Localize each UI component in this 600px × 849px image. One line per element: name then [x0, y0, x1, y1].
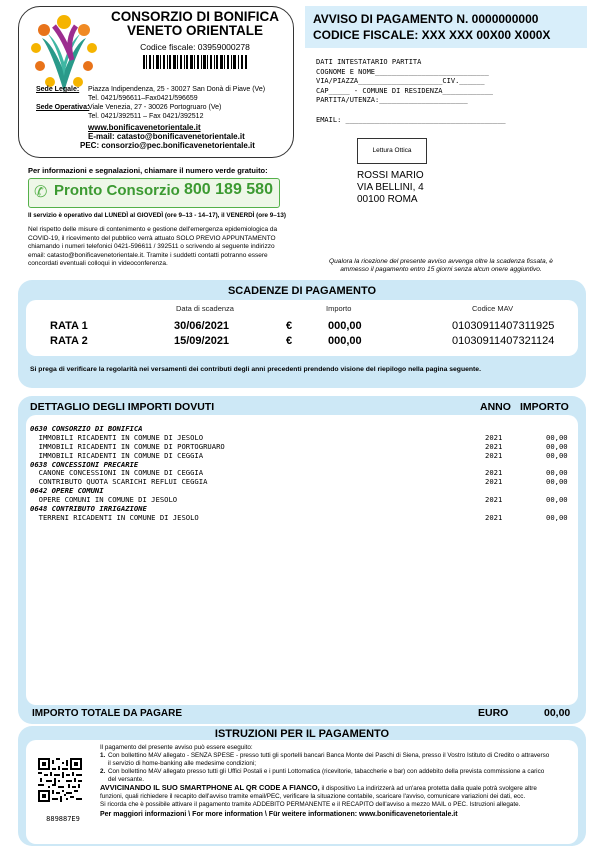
currency-symbol: €: [286, 320, 293, 332]
total-amount: 00,00: [544, 707, 571, 719]
phone-icon: ✆: [34, 184, 48, 201]
details-item: [30, 433, 575, 442]
total-label: IMPORTO TOTALE DA PAGARE: [32, 708, 183, 719]
details-item: [30, 451, 575, 460]
col-amount: Importo: [326, 304, 352, 313]
website-link[interactable]: www.bonificavenetorientale.it: [88, 123, 201, 132]
service-hours: Il servizio è operativo dal LUNEDÌ al GIOVEDÌ (ore 9–13 - 14–17), il VENERDÌ (ore 9–13): [28, 212, 286, 219]
ocr-box: Lettura Ottica: [357, 138, 427, 164]
deadlines-title: SCADENZE DI PAGAMENTO: [227, 285, 377, 297]
details-item-year: 2021: [485, 441, 503, 451]
installment-amount: 000,00: [328, 320, 362, 332]
details-item-amount: 00,00: [546, 432, 568, 442]
late-payment-note: Qualora la ricezione del presente avviso avvenga oltre la scadenza fissata, è ammesso il pagamento entro 15 giorni senza alcun onere aggiuntivo.: [329, 258, 553, 273]
toll-free-number[interactable]: 800 189 580: [184, 181, 273, 198]
email-line[interactable]: E-mail: catasto@bonificavenetorientale.it: [88, 132, 245, 141]
details-item-amount: 00,00: [546, 477, 568, 487]
details-item-text: IMMOBILI RICADENTI IN COMUNE DI CEGGIA: [30, 450, 204, 460]
qr-code[interactable]: [38, 758, 82, 802]
details-item-text: IMMOBILI RICADENTI IN COMUNE DI PORTOGRUARO: [30, 441, 225, 451]
details-item-text: 0630 CONSORZIO DI BONIFICA: [30, 424, 143, 433]
installment-label: RATA 1: [50, 320, 88, 332]
col-mav: Codice MAV: [472, 304, 514, 313]
mav-code: 01030911407321124: [452, 335, 555, 347]
details-item-year: 2021: [485, 450, 503, 460]
details-item-text: TERRENI RICADENTI IN COMUNE DI JESOLO: [30, 512, 199, 522]
details-category: [30, 460, 575, 469]
details-category: [30, 504, 575, 513]
details-item-amount: 00,00: [546, 468, 568, 478]
covid-notice: Nel rispetto delle misure di contenimento e gestione dell'emergenza epidemiologica da COVID-19, il ricevimento del pubblico verrà attuato SOLO PREVIO APPUNTAMENTO chiamando i numeri telefonici 0421-596611 / 392511 o scrivendo al seguente indirizzo email: catasto@bonificavenetorientale.it. Tramite i suddetti contatti potranno essere concordati eventuali colloqui in videoconferenza.: [28, 226, 278, 268]
details-item-year: 2021: [485, 432, 503, 442]
details-item-text: 0638 CONCESSIONI PRECARIE: [30, 459, 139, 469]
info-title: Per informazioni e segnalazioni, chiamare il numero verde gratuito:: [28, 166, 268, 175]
details-item: [30, 477, 575, 486]
holder-data: DATI INTESTATARIO PARTITA COGNOME E NOME___________________________ VIA/PIAZZA____________________CIV.______ CAP_____ - COMUNE DI RESIDENZA____________ PARTITA/UTENZA:_____________________ EMAIL: ______________________________________: [316, 58, 506, 124]
installment-date: 15/09/2021: [174, 335, 230, 347]
installment-amount: 000,00: [328, 335, 362, 347]
notice-fiscal-code: CODICE FISCALE: XXX XXX 00X00 X000X: [313, 28, 551, 42]
col-amount: IMPORTO: [520, 401, 569, 413]
verify-note: Si prega di verificare la regolarità nei versamenti dei contributi degli anni precedenti prendendo visione del riepilogo nella pagina seguente.: [30, 366, 481, 373]
pec-line[interactable]: PEC: consorzio@pec.bonificavenetorientale.it: [80, 141, 255, 150]
installment-date: 30/06/2021: [174, 320, 230, 332]
pronto-consorzio-label: Pronto Consorzio: [54, 182, 180, 199]
details-item: [30, 442, 575, 451]
col-due-date: Data di scadenza: [176, 304, 234, 313]
details-item-amount: 00,00: [546, 512, 568, 522]
mav-code: 01030911407311925: [452, 320, 555, 332]
item-number: 2.: [100, 768, 106, 775]
legal-office-label: Sede Legale:: [36, 86, 80, 93]
organization-name: CONSORZIO DI BONIFICA VENETO ORIENTALE: [111, 9, 279, 38]
details-item-text: 0648 CONTRIBUTO IRRIGAZIONE: [30, 504, 147, 514]
installment-row: [0, 335, 600, 349]
details-item-amount: 00,00: [546, 450, 568, 460]
installment-label: RATA 2: [50, 335, 88, 347]
notice-title: AVVISO DI PAGAMENTO N. 0000000000: [313, 12, 539, 26]
details-item-text: 0642 OPERE COMUNI: [30, 486, 104, 496]
details-item-year: 2021: [485, 495, 503, 505]
details-item-year: 2021: [485, 512, 503, 522]
details-item-text: CANONE CONCESSIONI IN COMUNE DI CEGGIA: [30, 468, 204, 478]
details-category: [30, 486, 575, 495]
installment-row: [0, 320, 600, 334]
details-item-text: IMMOBILI RICADENTI IN COMUNE DI JESOLO: [30, 432, 204, 442]
details-item-text: CONTRIBUTO QUOTA SCARICHI REFLUI CEGGIA: [30, 477, 208, 487]
details-item: [30, 468, 575, 477]
operative-office-label: Sede Operativa:: [36, 104, 90, 111]
currency-symbol: €: [286, 335, 293, 347]
col-year: ANNO: [480, 401, 511, 413]
qr-code-id: 889887E9: [46, 815, 80, 823]
details-item-text: OPERE COMUNI IN COMUNE DI JESOLO: [30, 495, 178, 505]
item-number: 1.: [100, 752, 106, 759]
details-item-amount: 00,00: [546, 495, 568, 505]
details-item-year: 2021: [485, 477, 503, 487]
details-lines: [30, 424, 575, 522]
fiscal-code: Codice fiscale: 03959000278: [140, 42, 250, 52]
total-currency: EURO: [478, 707, 509, 719]
recipient-address: ROSSI MARIO VIA BELLINI, 4 00100 ROMA: [357, 170, 424, 205]
instructions-title: ISTRUZIONI PER IL PAGAMENTO: [214, 728, 390, 740]
barcode: [143, 55, 247, 69]
details-item: [30, 495, 575, 504]
details-item: [30, 513, 575, 522]
details-category: [30, 424, 575, 433]
details-title: DETTAGLIO DEGLI IMPORTI DOVUTI: [30, 401, 215, 413]
details-item-year: 2021: [485, 468, 503, 478]
operative-office-address: Viale Venezia, 27 - 30026 Portogruaro (Ve) Tel. 0421/392511 – Fax 0421/392512: [88, 104, 222, 120]
details-item-amount: 00,00: [546, 441, 568, 451]
instructions-text: Il pagamento del presente avviso può essere eseguito: 1. Con bollettino MAV allegato - SENZA SPESE - presso tutti gli sportelli bancari Banca Monte dei Paschi di Siena, presso il Vostro Istituto di Credito o attraverso il servizio di home-banking alle medesime condizioni; 2. Con bollettino MAV allegato presso tutti gli Uffici Postali e i punti Lottomatica (ricevitorie, tabaccherie e bar) con addebito della prevista commissione a carico del versante. AVVICINANDO IL SUO SMARTPHONE AL QR CODE A FIANCO, il dispositivo La indirizzerà ad un'area protetta dalla quale potrà svolgere altre funzioni, quali richiedere il recapito dell'avviso tramite email/PEC, verificare la situazione contabile, scaricare l'avviso, comunicare variazioni dei dati, ecc. Si ricorda che è possibile attivare il pagamento tramite ADDEBITO PERMANENTE e il RECAPITO dell'avviso a mezzo MAIL o PEC. Istruzioni allegate. Per maggiori informazioni \ For more information \ Für weitere informationen: www.bonificavenetorientale.it: [100, 744, 550, 818]
legal-office-address: Piazza Indipendenza, 25 - 30027 San Donà di Piave (Ve) Tel. 0421/596611–Fax0421/596659: [88, 86, 266, 102]
